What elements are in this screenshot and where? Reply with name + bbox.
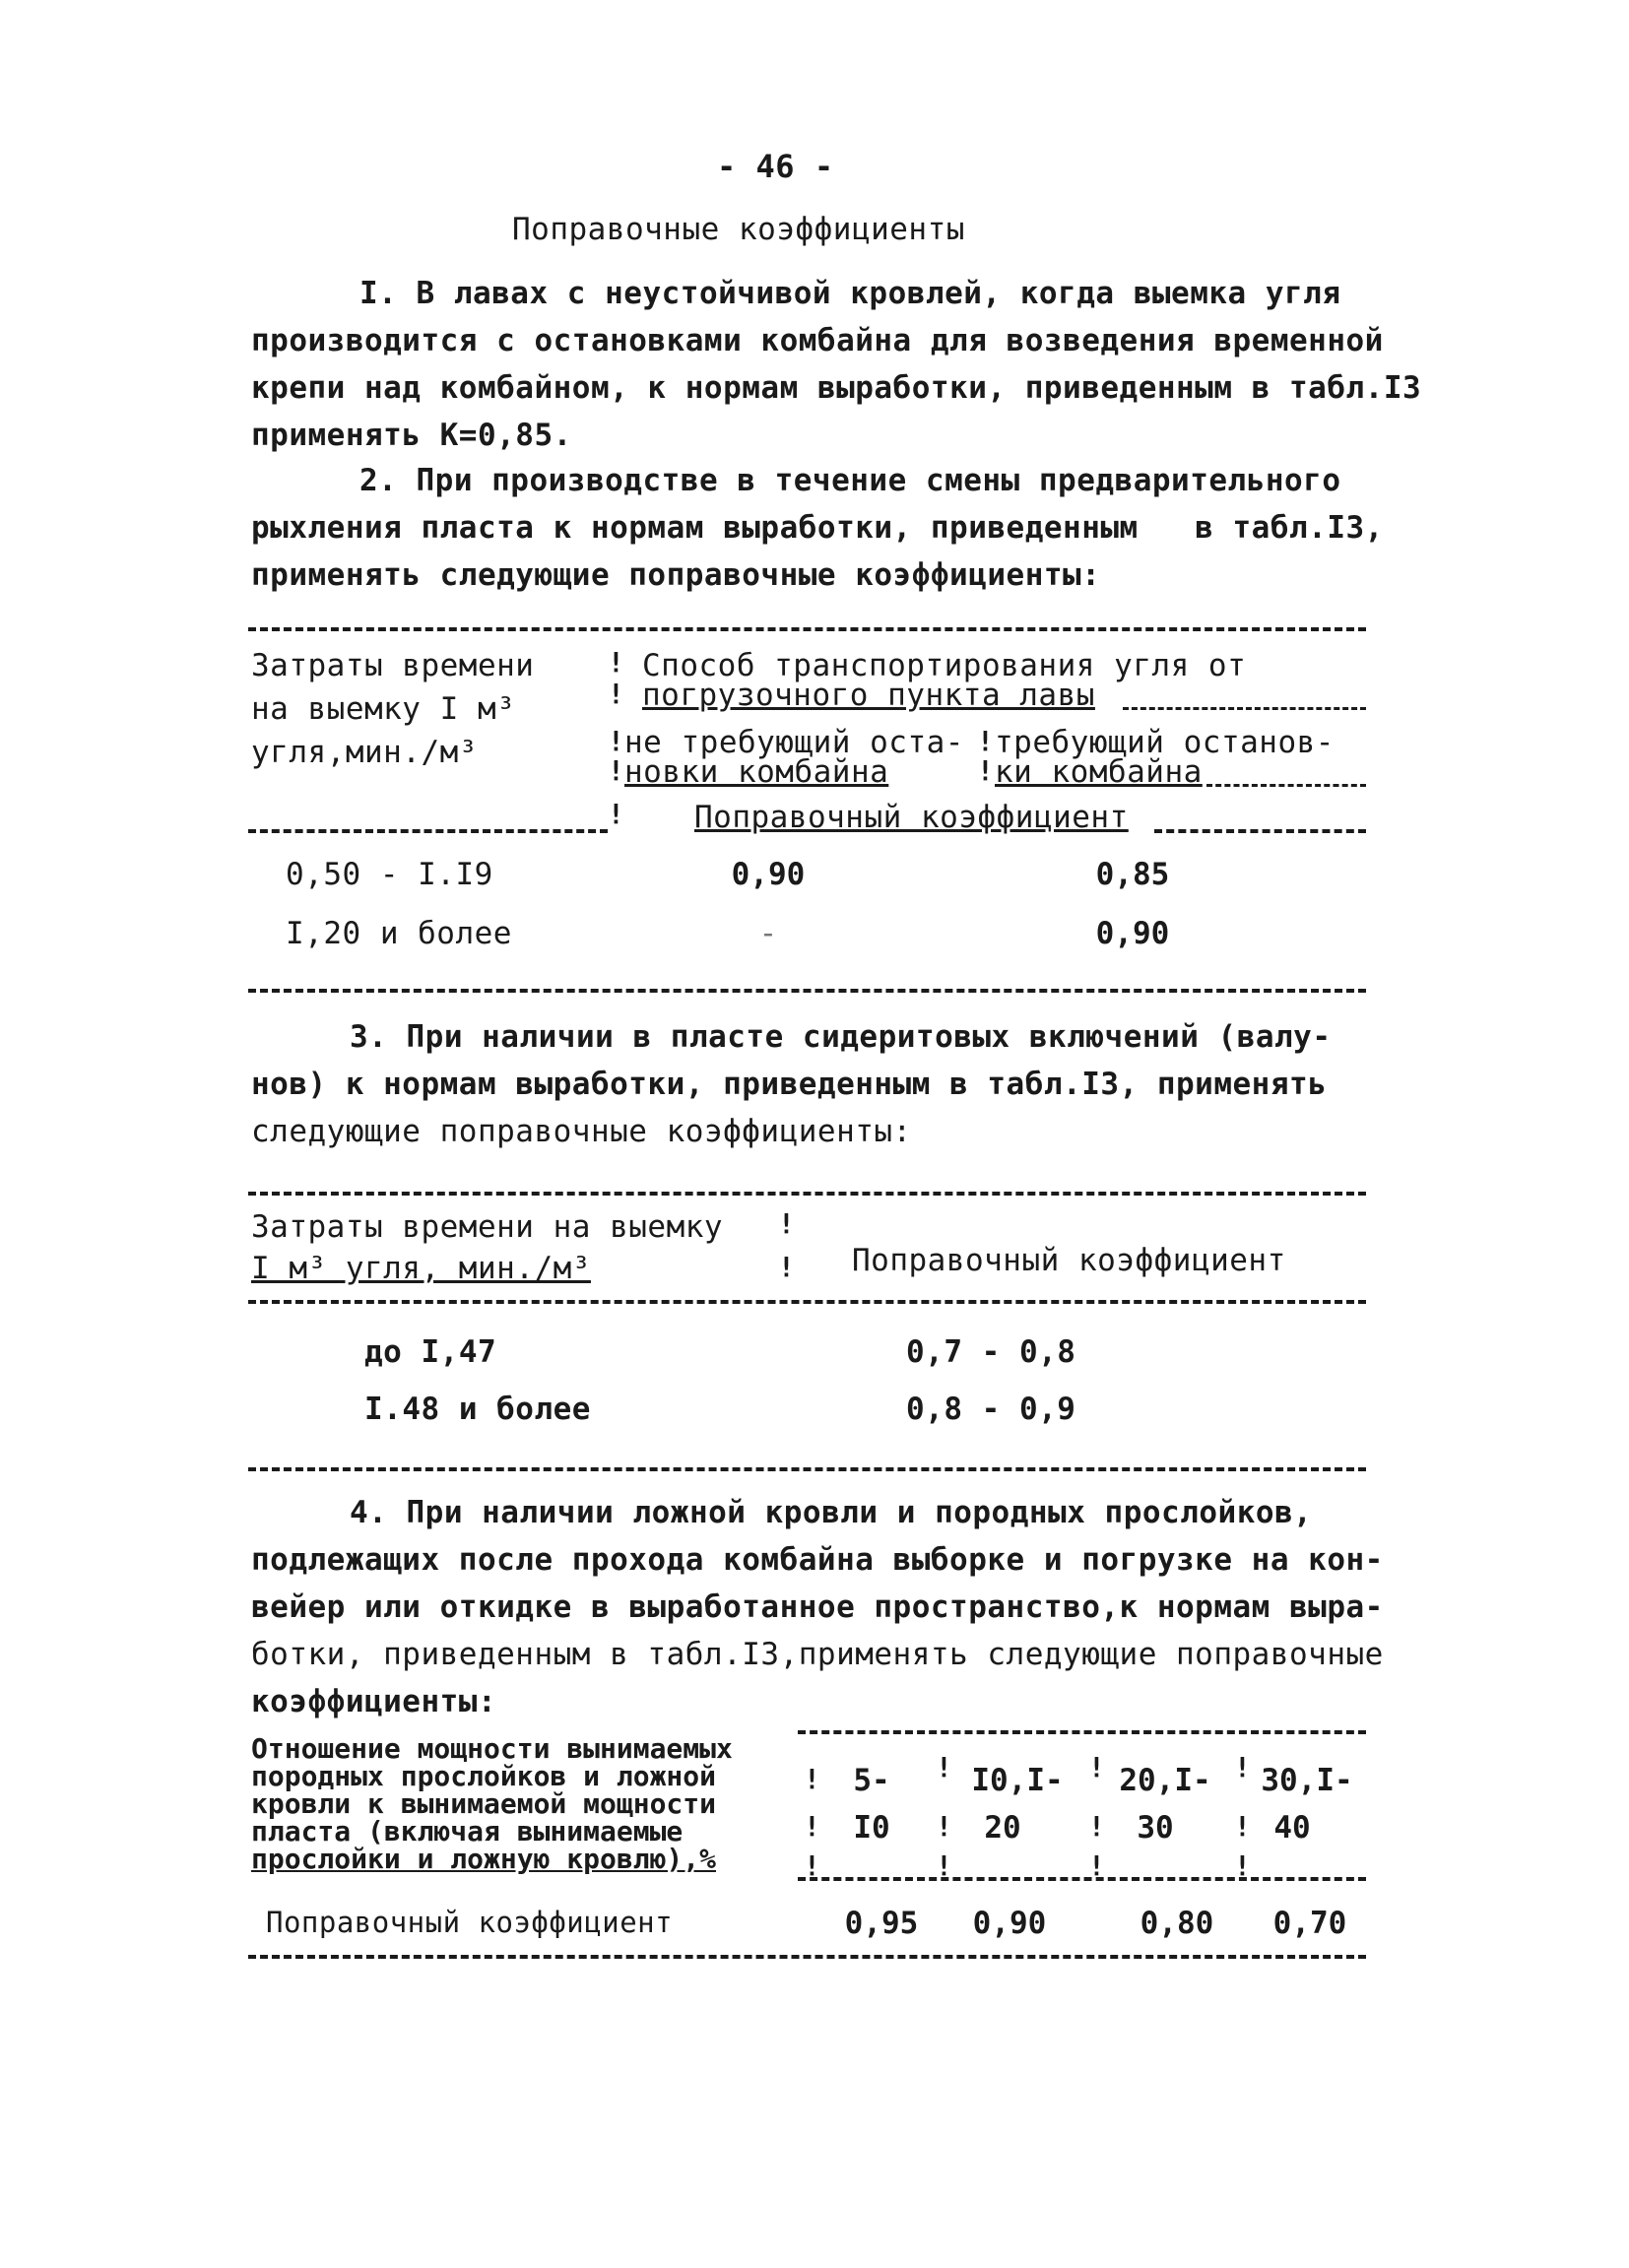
- text-line: 4. При наличии ложной кровли и породных прослойков,: [350, 1495, 1313, 1530]
- column-separator: !: [778, 1207, 795, 1240]
- text-line: крепи над комбайном, к нормам выработки, приведенным в табл.I3: [251, 370, 1422, 406]
- text-line: производится с остановками комбайна для возведения временной: [251, 323, 1384, 358]
- range-header: 30: [1137, 1810, 1174, 1846]
- text-line: применять К=0,85.: [251, 418, 572, 453]
- column-separator: !: [608, 678, 624, 710]
- column-separator: !: [1234, 1810, 1251, 1843]
- text-line: ботки, приведенным в табл.I3,применять следующие поправочные: [251, 1637, 1384, 1672]
- table-rule: [248, 627, 1366, 631]
- column-separator: !: [608, 798, 624, 830]
- table-cell: 0,85: [1095, 857, 1170, 892]
- table-cell: 0,90: [1095, 916, 1170, 951]
- table-cell: I,20 и более: [286, 916, 512, 951]
- col-header-ratio: прослойки и ложную кровлю),%: [251, 1843, 717, 1875]
- table-rule: [1123, 707, 1366, 710]
- col-header-ratio: Отношение мощности вынимаемых: [251, 1732, 733, 1765]
- column-separator: !: [977, 754, 994, 787]
- range-header: 40: [1273, 1810, 1311, 1846]
- table-rule: [248, 1300, 1366, 1304]
- text-line: подлежащих после прохода комбайна выборке и погрузке на кон-: [251, 1542, 1384, 1578]
- column-separator: !: [936, 1849, 952, 1882]
- table-rule: [248, 1467, 1366, 1471]
- text-line: вейер или откидке в выработанное пространство,к нормам выра-: [251, 1589, 1384, 1625]
- sub-header-stop: требующий останов-: [995, 725, 1335, 760]
- table-cell: до I,47: [364, 1334, 497, 1370]
- column-separator: !: [804, 1810, 820, 1843]
- text-line: 2. При производстве в течение смены предварительного: [359, 463, 1341, 498]
- table-rule: [1154, 829, 1366, 833]
- table-cell: -: [758, 916, 778, 951]
- table-rule: [248, 1955, 1366, 1959]
- sub-header-no-stop: не требующий оста-: [624, 725, 964, 760]
- column-separator: !: [936, 1751, 952, 1783]
- col-header-time: Затраты времени: [251, 648, 535, 683]
- text-line: коэффициенты:: [251, 1684, 497, 1719]
- range-header: I0: [853, 1810, 890, 1846]
- table-rule: [798, 1877, 1366, 1881]
- table-cell: 0,95: [844, 1906, 919, 1941]
- column-separator: !: [608, 646, 624, 679]
- range-header: 20: [984, 1810, 1021, 1846]
- table-cell: 0,7 - 0,8: [906, 1334, 1076, 1370]
- column-separator: !: [1088, 1751, 1105, 1783]
- text-line: применять следующие поправочные коэффициенты:: [251, 557, 1101, 593]
- sub-header-stop: ки комбайна: [995, 754, 1203, 790]
- page-number: - 46 -: [717, 148, 834, 185]
- range-header: I0,I-: [971, 1763, 1064, 1798]
- page-title: Поправочные коэффициенты: [512, 212, 965, 247]
- row-label: Поправочный коэффициент: [266, 1906, 674, 1939]
- column-separator: !: [608, 754, 624, 787]
- col-header-time: I м³ угля, мин./м³: [251, 1251, 591, 1286]
- col-header-ratio: пласта (включая вынимаемые: [251, 1815, 684, 1847]
- table-cell: 0,80: [1140, 1906, 1214, 1941]
- table-rule: [1206, 784, 1366, 787]
- column-separator: !: [804, 1763, 820, 1795]
- column-separator: !: [1088, 1849, 1105, 1882]
- sub-header-no-stop: новки комбайна: [624, 754, 889, 790]
- column-separator: !: [1234, 1849, 1251, 1882]
- text-line: 3. При наличии в пласте сидеритовых включений (валу-: [350, 1019, 1332, 1055]
- table-cell: 0,8 - 0,9: [906, 1392, 1076, 1427]
- table-rule: [248, 829, 608, 833]
- column-separator: !: [1088, 1810, 1105, 1843]
- column-separator: !: [804, 1849, 820, 1882]
- table-cell: 0,90: [731, 857, 806, 892]
- group-header: погрузочного пункта лавы: [642, 678, 1095, 713]
- col-header-time: Затраты времени на выемку: [251, 1209, 724, 1245]
- table-rule: [798, 1730, 1366, 1734]
- column-separator: !: [608, 725, 624, 757]
- table-cell: 0,90: [972, 1906, 1047, 1941]
- column-separator: !: [936, 1810, 952, 1843]
- text-line: I. В лавах с неустойчивой кровлей, когда выемка угля: [359, 276, 1341, 311]
- col-header-ratio: кровли к вынимаемой мощности: [251, 1787, 717, 1820]
- coef-header: Поправочный коэффициент: [852, 1243, 1286, 1278]
- table-cell: 0,50 - I.I9: [286, 857, 493, 892]
- group-header: Способ транспортирования угля от: [642, 648, 1247, 683]
- table-cell: I.48 и более: [364, 1392, 591, 1427]
- table-rule: [248, 1192, 1366, 1196]
- col-header-ratio: породных прослойков и ложной: [251, 1760, 717, 1792]
- text-line: следующие поправочные коэффициенты:: [251, 1114, 912, 1149]
- col-header-time: на выемку I м³: [251, 691, 516, 727]
- column-separator: !: [1234, 1751, 1251, 1783]
- range-header: 20,I-: [1119, 1763, 1211, 1798]
- col-header-time: угля,мин./м³: [251, 735, 478, 770]
- text-line: рыхления пласта к нормам выработки, приведенным в табл.I3,: [251, 510, 1384, 546]
- column-separator: !: [778, 1251, 795, 1283]
- coef-header: Поправочный коэффициент: [694, 800, 1129, 835]
- table-rule: [248, 989, 1366, 993]
- text-line: нов) к нормам выработки, приведенным в табл.I3, применять: [251, 1067, 1328, 1102]
- range-header: 5-: [853, 1763, 890, 1798]
- table-cell: 0,70: [1272, 1906, 1347, 1941]
- column-separator: !: [977, 725, 994, 757]
- range-header: 30,I-: [1261, 1763, 1353, 1798]
